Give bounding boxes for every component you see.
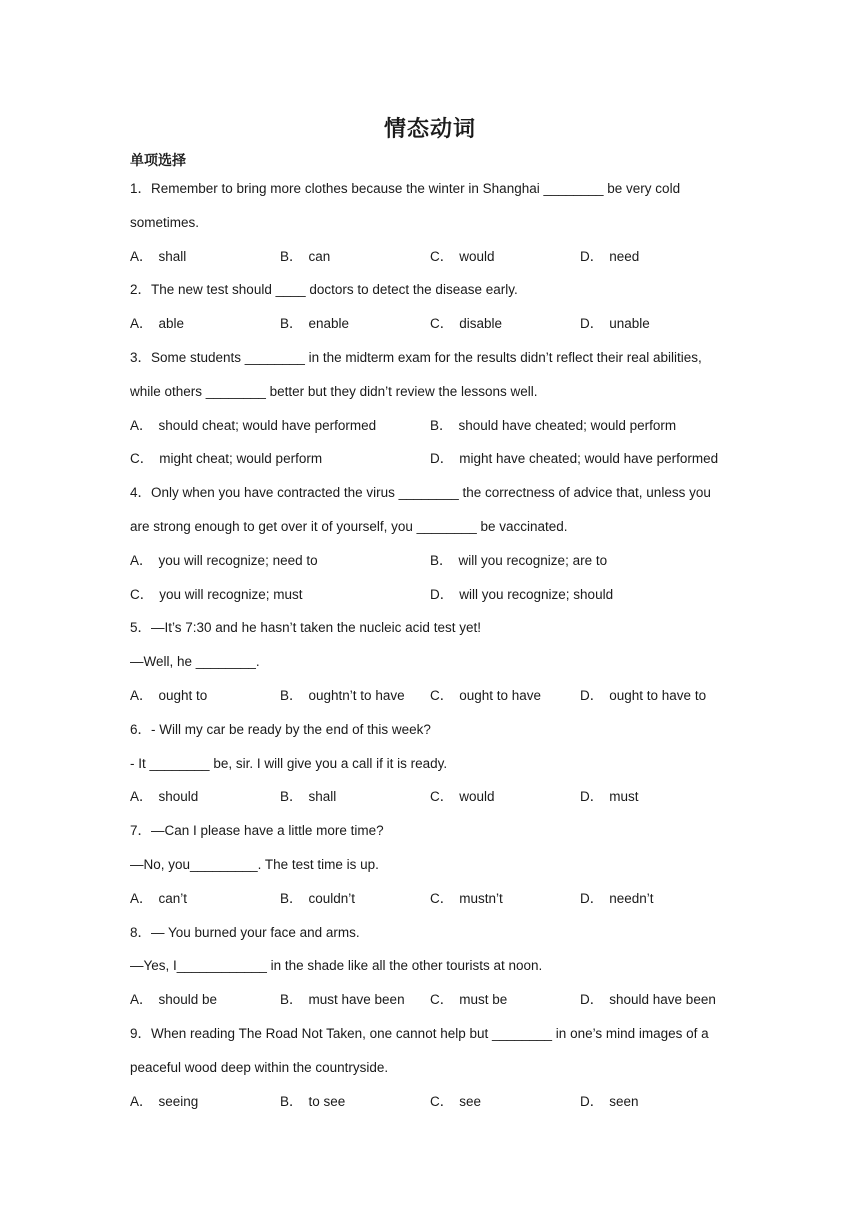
answer-option [580,780,730,814]
option-letter: D． [580,316,604,332]
answer-option [580,882,730,916]
option-letter: A． [130,890,153,906]
option-letter: D． [430,586,454,602]
question-8 [130,916,730,1017]
answer-option [130,578,430,612]
options-row [130,882,730,916]
question-text-line: 5．—It’s 7:30 and he hasn’t taken the nucleic acid test yet! [130,620,481,636]
answer-option [280,307,430,341]
option-text: should cheat; would have performed [158,417,377,433]
option-letter: C． [130,586,154,602]
answer-option [280,882,430,916]
options-row [130,983,730,1017]
question-9 [130,1017,730,1118]
option-letter: A． [130,552,153,568]
option-letter: A． [130,417,153,433]
answer-option [130,1085,280,1119]
options-row [130,240,730,274]
question-text-line: 7．—Can I please have a little more time? [130,823,384,839]
option-text: oughtn’t to have [308,687,405,703]
option-text: ought to have [459,687,542,703]
question-text-line: 1．Remember to bring more clothes because the winter in Shanghai ________ be very cold [130,181,681,196]
option-text: able [158,316,185,332]
answer-option [580,983,730,1017]
option-letter: C． [430,316,454,332]
option-letter: B． [280,890,303,906]
option-letter: D． [580,1093,604,1109]
option-text: disable [459,316,503,332]
option-text: shall [158,248,187,264]
question-text-line: 8．— You burned your face and arms. [130,924,360,940]
answer-option [430,780,580,814]
question-text-line: - It ________ be, sir. I will give you a call if it is ready. [130,755,448,771]
answer-option [130,679,280,713]
option-letter: A． [130,789,153,805]
answer-option [280,240,430,274]
option-text: should be [158,992,218,1008]
option-text: unable [609,316,650,332]
question-1 [130,172,730,273]
answer-option [430,882,580,916]
question-text-line: are strong enough to get over it of yourself, you ________ be vaccinated. [130,518,568,534]
option-letter: C． [430,687,454,703]
question-text-line: peaceful wood deep within the countryside. [130,1059,389,1075]
answer-option [580,1085,730,1119]
option-letter: C． [430,890,454,906]
page-title: 情态动词 [383,116,476,141]
options-row [130,307,730,341]
answer-option [430,442,730,476]
question-7 [130,814,730,915]
options-row [130,409,730,443]
option-letter: B． [280,316,303,332]
question-text-line: —Yes, I____________ in the shade like all the other tourists at noon. [130,958,543,974]
question-text-line: sometimes. [130,214,200,230]
option-text: needn’t [609,890,654,906]
option-text: you will recognize; need to [158,552,318,568]
option-text: see [459,1093,482,1109]
option-letter: A． [130,992,153,1008]
option-text: would [459,248,495,264]
question-text-line: 2．The new test should ____ doctors to detect the disease early. [130,282,518,298]
answer-option [430,307,580,341]
section-heading: 单项选择 [130,152,186,168]
answer-option [130,240,280,274]
option-text: need [609,248,640,264]
option-text: might cheat; would perform [159,451,323,467]
options-row [130,578,730,612]
option-text: should have been [609,992,716,1008]
option-letter: C． [430,248,454,264]
option-letter: B． [280,687,303,703]
answer-option [130,544,430,578]
question-text-line: —Well, he ________. [130,654,260,670]
option-letter: B． [280,992,303,1008]
question-4 [130,476,730,611]
option-text: should have cheated; would perform [458,417,677,433]
question-2 [130,273,730,341]
question-list [130,172,730,1118]
option-letter: A． [130,1093,153,1109]
option-text: shall [308,789,337,805]
option-text: must have been [308,992,405,1008]
option-letter: B． [430,417,453,433]
answer-option [430,544,730,578]
option-letter: D． [580,992,604,1008]
option-letter: C． [430,1093,454,1109]
answer-option [130,442,430,476]
question-text-line: 6．- Will my car be ready by the end of this week? [130,721,431,737]
answer-option [130,983,280,1017]
option-letter: C． [430,992,454,1008]
question-5 [130,611,730,712]
option-text: enable [308,316,350,332]
answer-option [280,780,430,814]
option-text: might have cheated; would have performed [459,451,719,467]
option-text: will you recognize; are to [458,552,608,568]
answer-option [280,679,430,713]
option-letter: B． [280,248,303,264]
answer-option [130,780,280,814]
option-letter: B． [430,552,453,568]
answer-option [430,240,580,274]
question-text-line: 9．When reading The Road Not Taken, one cannot help but ________ in one’s mind images of a [130,1025,709,1041]
options-row [130,679,730,713]
answer-option [580,307,730,341]
answer-option [280,983,430,1017]
question-text-line: while others ________ better but they didn’t review the lessons well. [130,383,538,399]
option-text: must be [459,992,508,1008]
option-text: ought to have to [609,687,707,703]
options-row [130,780,730,814]
question-6 [130,713,730,814]
option-letter: D． [430,451,454,467]
answer-option [280,1085,430,1119]
option-letter: A． [130,248,153,264]
option-letter: D． [580,890,604,906]
option-text: couldn’t [308,890,356,906]
answer-option [430,409,730,443]
option-letter: C． [130,451,154,467]
answer-option [430,983,580,1017]
option-text: mustn’t [459,890,503,906]
option-text: will you recognize; should [459,586,614,602]
answer-option [430,1085,580,1119]
options-row [130,1085,730,1119]
question-text-line: —No, you_________. The test time is up. [130,856,379,872]
option-letter: C． [430,789,454,805]
option-text: must [609,789,639,805]
option-text: should [158,789,199,805]
answer-option [130,409,430,443]
answer-option [430,679,580,713]
option-letter: B． [280,1093,303,1109]
option-text: ought to [158,687,208,703]
answer-option [130,882,280,916]
option-text: can [308,248,331,264]
question-3 [130,341,730,476]
answer-option [430,578,730,612]
option-text: can’t [158,890,188,906]
question-text-line: 3．Some students ________ in the midterm exam for the results didn’t reflect their real abilities, [130,349,702,365]
options-row [130,442,730,476]
option-letter: D． [580,789,604,805]
option-letter: A． [130,687,153,703]
option-text: would [459,789,495,805]
option-text: to see [308,1093,346,1109]
option-letter: A． [130,316,153,332]
option-letter: B． [280,789,303,805]
options-row [130,544,730,578]
option-letter: D． [580,687,604,703]
answer-option [580,679,730,713]
answer-option [130,307,280,341]
option-letter: D． [580,248,604,264]
question-text-line: 4．Only when you have contracted the virus ________ the correctness of advice that, unless you [130,485,711,501]
option-text: seen [609,1093,639,1109]
option-text: seeing [158,1093,199,1109]
option-text: you will recognize; must [159,586,303,602]
answer-option [580,240,730,274]
